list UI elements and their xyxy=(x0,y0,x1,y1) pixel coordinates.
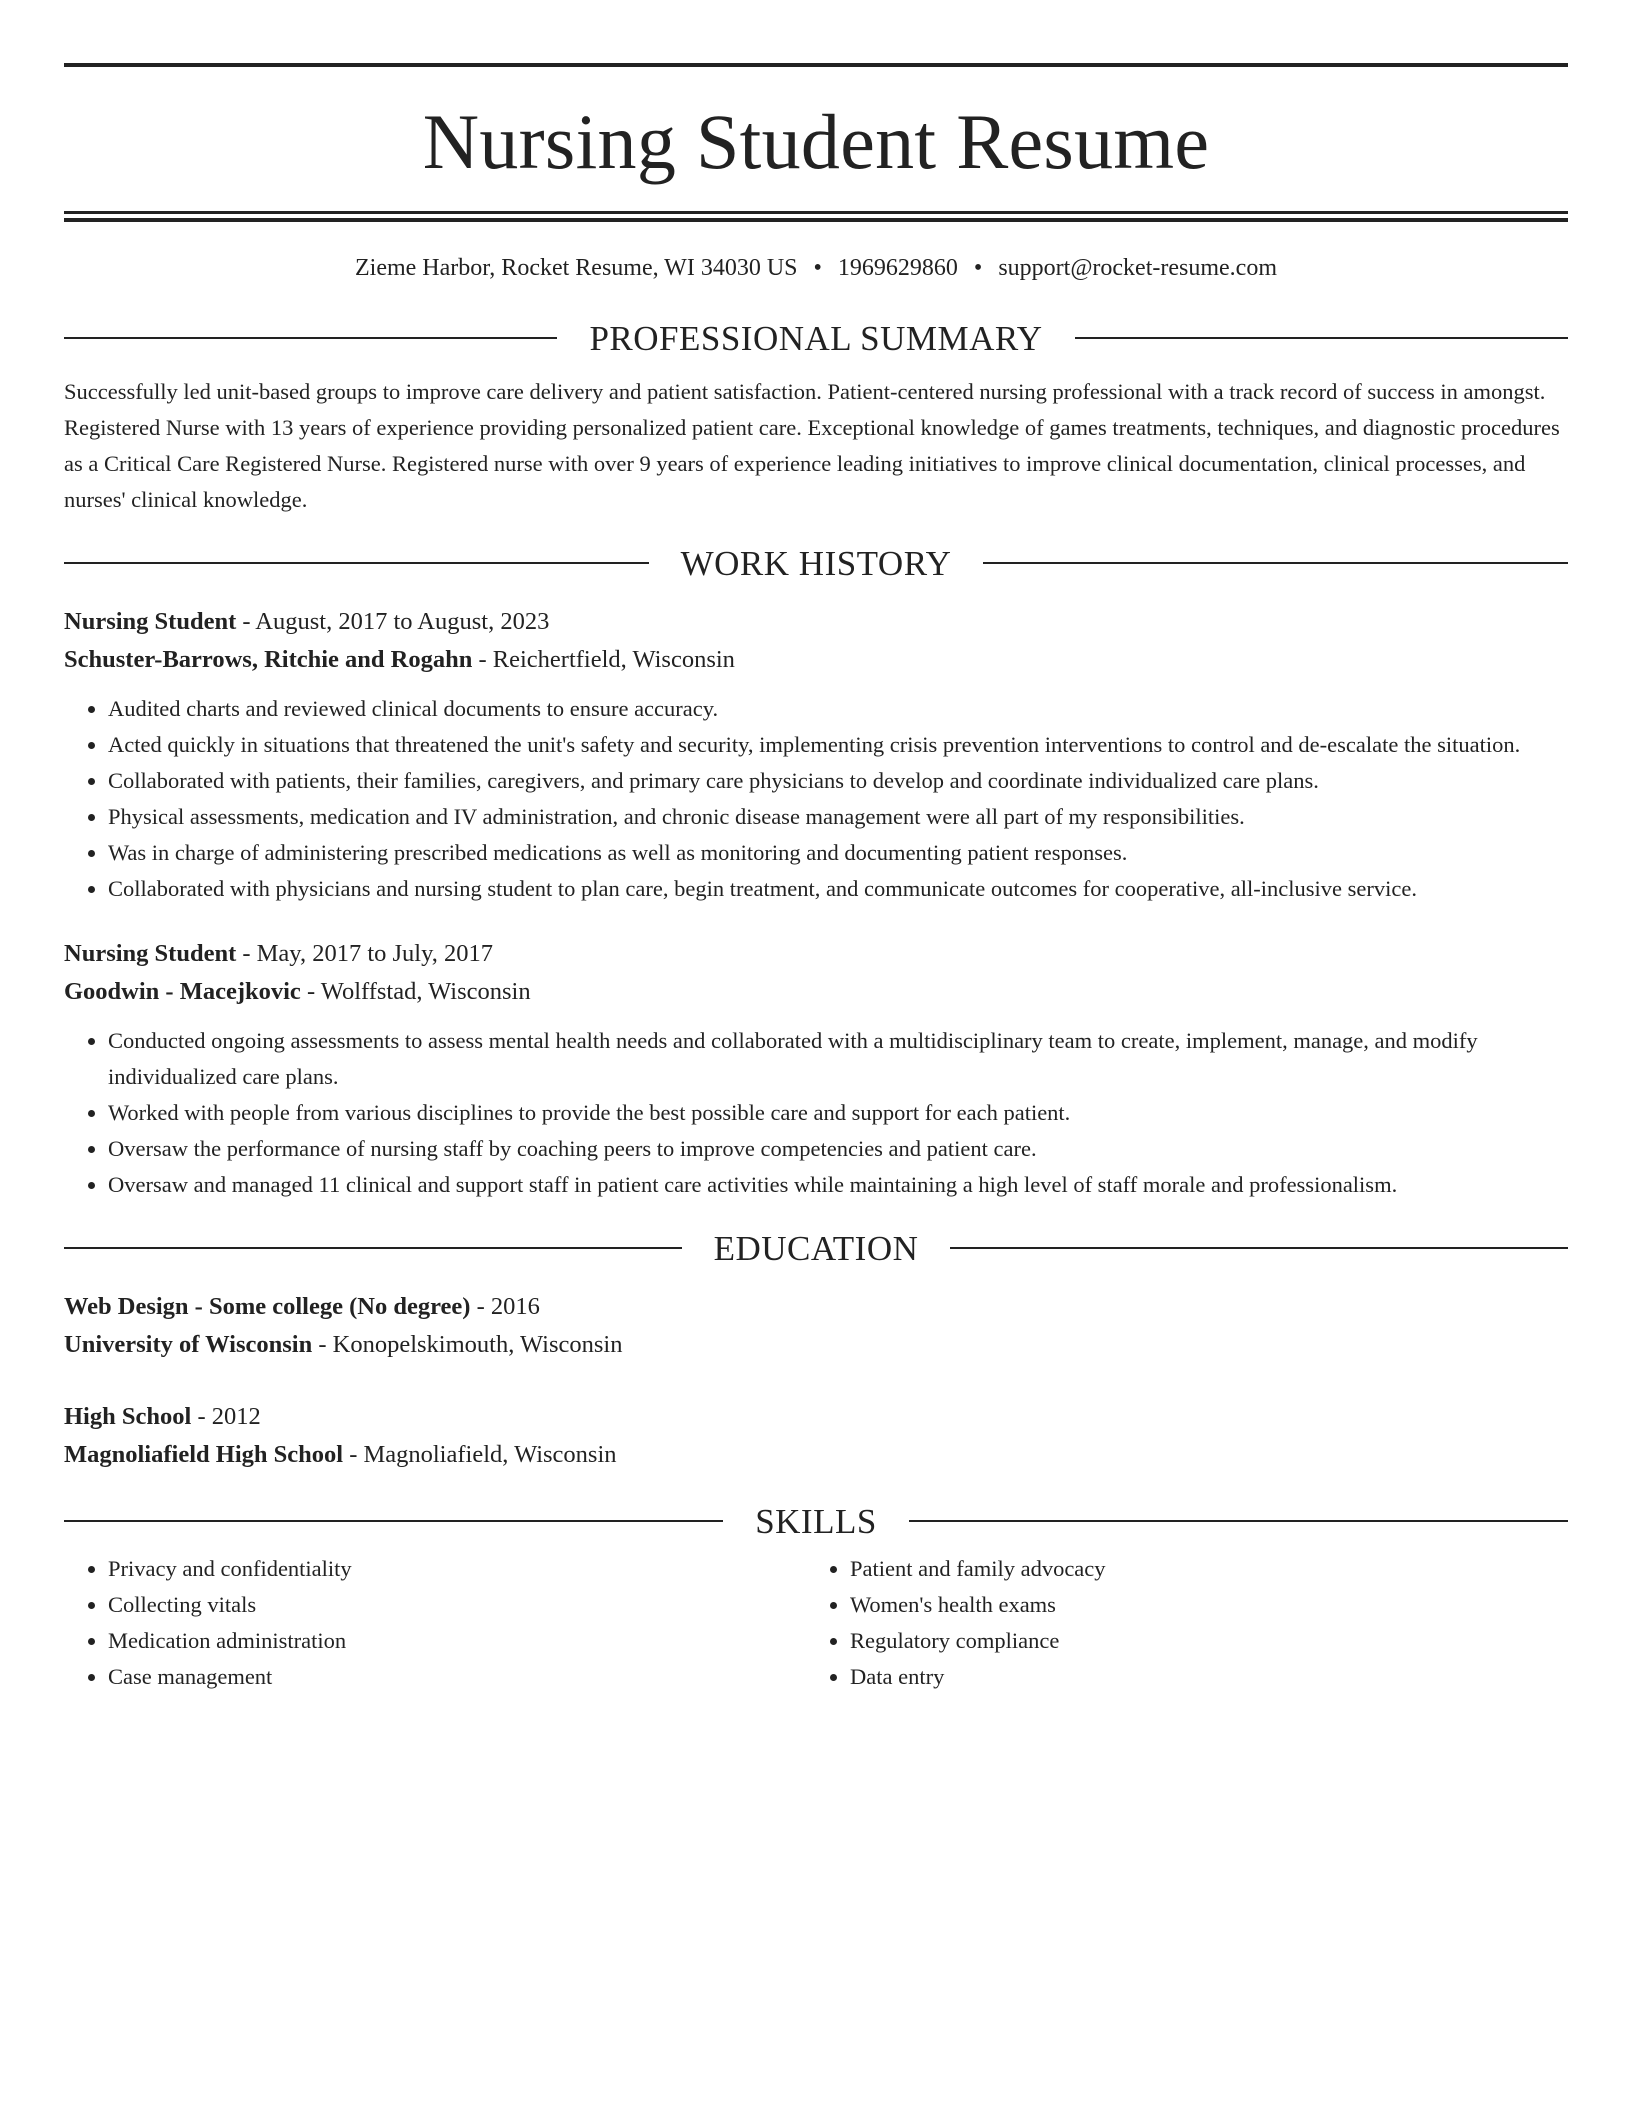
job-bullets xyxy=(64,1023,1568,1203)
job-employer-line xyxy=(64,641,1568,679)
heading-rule-right xyxy=(909,1520,1568,1522)
job-bullet: • Worked with people from various disciplines to provide the best possible care and support for each patient. xyxy=(108,1095,1568,1131)
education-year: - 2012 xyxy=(191,1402,261,1430)
job-employer-line xyxy=(64,973,1568,1011)
contact-info xyxy=(64,254,1568,283)
section-title: SKILLS xyxy=(755,1501,877,1541)
education-school-line xyxy=(64,1326,1568,1364)
skill-item: • Regulatory compliance xyxy=(850,1623,1548,1659)
summary-text: Successfully led unit-based groups to improve care delivery and patient satisfaction. Patient-centered nursing professional with a track record of success in amongst. Registered Nurse with 13 years of experience providing personalized patient care. Exceptional knowledge of games treatments, techniques, and diagnostic procedures as a Critical Care Registered Nurse. Registered nurse with over 9 years of experience leading initiatives to improve clinical documentation, clinical processes, and nurses' clinical knowledge. xyxy=(64,378,1560,512)
job-bullet: • Physical assessments, medication and IV administration, and chronic disease management were all part of my responsibilities. xyxy=(108,799,1568,835)
job-entry xyxy=(64,935,1568,1203)
skill-item: • Data entry xyxy=(850,1659,1548,1695)
job-dates: - May, 2017 to July, 2017 xyxy=(236,939,494,967)
skill-item: • Collecting vitals xyxy=(108,1587,806,1623)
job-entry xyxy=(64,603,1568,907)
heading-rule-right xyxy=(983,562,1568,564)
job-bullet: • Oversaw the performance of nursing staff by coaching peers to improve competencies and patient care. xyxy=(108,1131,1568,1167)
education-location: - Konopelskimouth, Wisconsin xyxy=(312,1330,623,1358)
job-location: - Wolffstad, Wisconsin xyxy=(300,977,531,1005)
heading-rule-left xyxy=(64,1520,723,1522)
contact-separator: • xyxy=(813,255,822,281)
job-title-line xyxy=(64,935,1568,973)
education-location: - Magnoliafield, Wisconsin xyxy=(343,1440,617,1468)
job-title: Nursing Student xyxy=(64,939,237,967)
header-double-rule xyxy=(64,211,1568,222)
contact-address: Zieme Harbor, Rocket Resume, WI 34030 US xyxy=(355,255,798,281)
education-school: University of Wisconsin xyxy=(64,1330,313,1358)
education-year: - 2016 xyxy=(470,1292,540,1320)
section-title: WORK HISTORY xyxy=(680,543,952,583)
skill-item: • Medication administration xyxy=(108,1623,806,1659)
job-employer: Schuster-Barrows, Ritchie and Rogahn xyxy=(64,645,473,673)
job-bullet: • Conducted ongoing assessments to assess mental health needs and collaborated with a multidisciplinary team to create, implement, manage, and modify individualized care plans. xyxy=(108,1023,1568,1095)
heading-rule-right xyxy=(1075,337,1568,339)
job-bullet: • Acted quickly in situations that threatened the unit's safety and security, implementing crisis prevention interventions to control and de-escalate the situation. xyxy=(108,727,1568,763)
section-title: EDUCATION xyxy=(713,1228,919,1268)
resume-title: Nursing Student Resume xyxy=(422,98,1210,185)
education-degree: High School xyxy=(64,1402,192,1430)
section-heading-education xyxy=(64,1228,1568,1268)
job-bullet: • Was in charge of administering prescribed medications as well as monitoring and documenting patient responses. xyxy=(108,835,1568,871)
heading-rule-right xyxy=(950,1247,1568,1249)
job-dates: - August, 2017 to August, 2023 xyxy=(236,607,550,635)
job-bullet: • Collaborated with physicians and nursing student to plan care, begin treatment, and communicate outcomes for cooperative, all-inclusive service. xyxy=(108,871,1568,907)
job-bullet: • Audited charts and reviewed clinical documents to ensure accuracy. xyxy=(108,691,1568,727)
contact-email: support@rocket-resume.com xyxy=(998,255,1277,281)
skills-column-right xyxy=(806,1551,1548,1695)
education-entry xyxy=(64,1288,1568,1364)
education-degree: Web Design - Some college (No degree) xyxy=(64,1292,471,1320)
job-employer: Goodwin - Macejkovic xyxy=(64,977,301,1005)
education-degree-line xyxy=(64,1398,1568,1436)
header-top-rule xyxy=(64,63,1568,67)
heading-rule-left xyxy=(64,337,557,339)
job-bullet: • Oversaw and managed 11 clinical and support staff in patient care activities while maintaining a high level of staff morale and professionalism. xyxy=(108,1167,1568,1203)
education-school: Magnoliafield High School xyxy=(64,1440,344,1468)
skill-item: • Privacy and confidentiality xyxy=(108,1551,806,1587)
section-heading-work xyxy=(64,543,1568,583)
heading-rule-left xyxy=(64,1247,682,1249)
heading-rule-left xyxy=(64,562,649,564)
job-title: Nursing Student xyxy=(64,607,237,635)
section-heading-skills xyxy=(64,1501,1568,1541)
contact-phone: 1969629860 xyxy=(837,255,958,281)
skills-list xyxy=(64,1551,1568,1695)
section-heading-summary xyxy=(64,318,1568,358)
skill-item: • Patient and family advocacy xyxy=(850,1551,1548,1587)
education-entry xyxy=(64,1398,1568,1474)
skills-column-left xyxy=(64,1551,806,1695)
job-bullet: • Collaborated with patients, their families, caregivers, and primary care physicians to develop and coordinate individualized care plans. xyxy=(108,763,1568,799)
job-location: - Reichertfield, Wisconsin xyxy=(472,645,735,673)
section-title: PROFESSIONAL SUMMARY xyxy=(589,318,1043,358)
contact-separator: • xyxy=(973,255,983,281)
skill-item: • Women's health exams xyxy=(850,1587,1548,1623)
job-title-line xyxy=(64,603,1568,641)
job-bullets xyxy=(64,691,1568,907)
education-school-line xyxy=(64,1436,1568,1474)
education-degree-line xyxy=(64,1288,1568,1326)
skill-item: • Case management xyxy=(108,1659,806,1695)
